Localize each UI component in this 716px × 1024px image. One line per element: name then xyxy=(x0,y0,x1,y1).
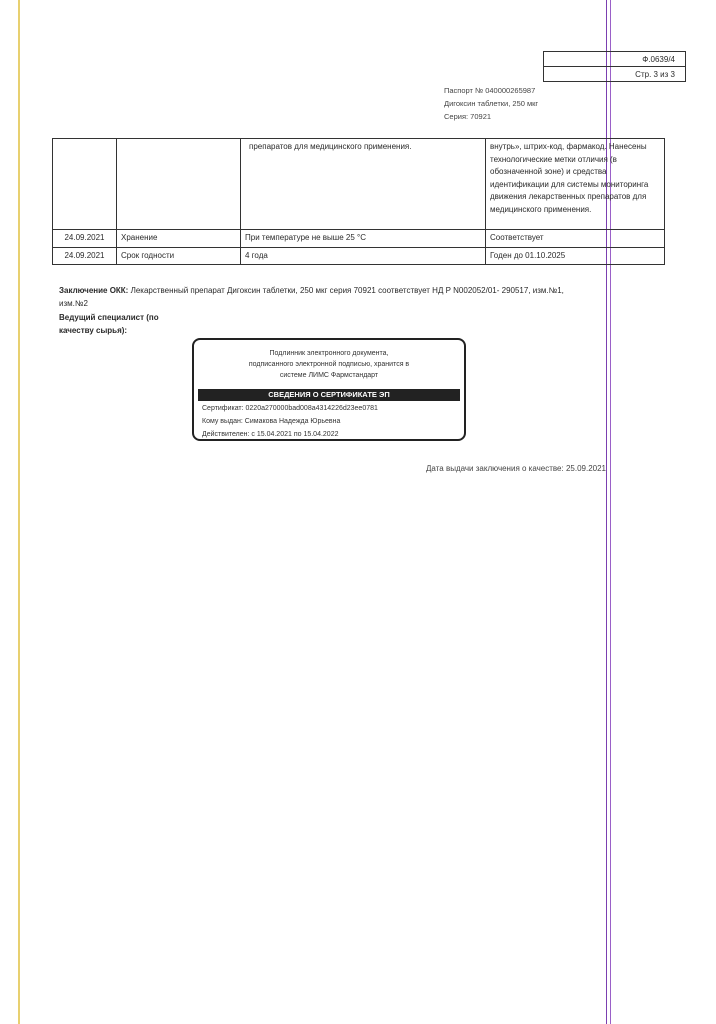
table-row xyxy=(53,247,665,265)
stamp-title: СВЕДЕНИЯ О СЕРТИФИКАТЕ ЭП xyxy=(198,389,460,401)
conclusion-label: Заключение ОКК: xyxy=(59,286,129,295)
cell-requirement: препаратов для медицинского применения. xyxy=(241,139,486,230)
e-signature-stamp xyxy=(192,338,466,441)
stamp-original-note xyxy=(194,340,464,381)
passport-info xyxy=(444,84,538,123)
cell-result: внутрь», штрих-код, фармакод. Нанесены технологические метки отличия (в обозначенной зоне) и средства идентификации для системы мониторинга движения лекарственных препаратов для медицинского применения. xyxy=(486,139,665,230)
issue-date: Дата выдачи заключения о качестве: 25.09.2021 xyxy=(426,464,606,473)
cell-result: Годен до 01.10.2025 xyxy=(486,247,665,265)
test-results-table xyxy=(52,138,665,265)
stamp-issued-to: Кому выдан: Симакова Надежда Юрьевна xyxy=(202,418,341,425)
stamp-original-line: Подлинник электронного документа, xyxy=(269,350,389,357)
cell-date: 24.09.2021 xyxy=(53,230,117,248)
cell-date: 24.09.2021 xyxy=(53,247,117,265)
stamp-original-line: системе ЛИМС Фармстандарт xyxy=(279,372,379,379)
cell-indicator xyxy=(117,139,241,230)
cell-requirement: При температуре не выше 25 °C xyxy=(241,230,486,248)
conclusion-text: Лекарственный препарат Дигоксин таблетки, 250 мкг серия 70921 соответствует НД Р N002052/01- 290517, изм.№1, изм.№2 xyxy=(59,286,564,308)
stamp-certificate: Сертификат: 0220a270000bad008a4314226d23ee0781 xyxy=(202,405,378,412)
scan-line-yellow xyxy=(18,0,20,1024)
qc-conclusion xyxy=(59,284,579,310)
page-number: Стр. 3 из 3 xyxy=(544,67,686,82)
form-code: Ф.0639/4 xyxy=(544,52,686,67)
stamp-original-line: подписанного электронной подписью, хранится в xyxy=(248,361,410,368)
cell-requirement: 4 года xyxy=(241,247,486,265)
specialist-title: Ведущий специалист (по качеству сырья): xyxy=(59,313,159,335)
cell-date xyxy=(53,139,117,230)
passport-series: Серия: 70921 xyxy=(444,112,492,121)
cell-indicator: Срок годности xyxy=(117,247,241,265)
form-code-box xyxy=(543,51,686,82)
cell-indicator: Хранение xyxy=(117,230,241,248)
stamp-valid: Действителен: с 15.04.2021 по 15.04.2022 xyxy=(202,431,339,438)
cell-result: Соответствует xyxy=(486,230,665,248)
passport-product: Дигоксин таблетки, 250 мкг xyxy=(444,99,539,108)
table-row xyxy=(53,230,665,248)
passport-number: Паспорт № 040000265987 xyxy=(444,86,536,95)
table-row-continuation xyxy=(53,139,665,230)
